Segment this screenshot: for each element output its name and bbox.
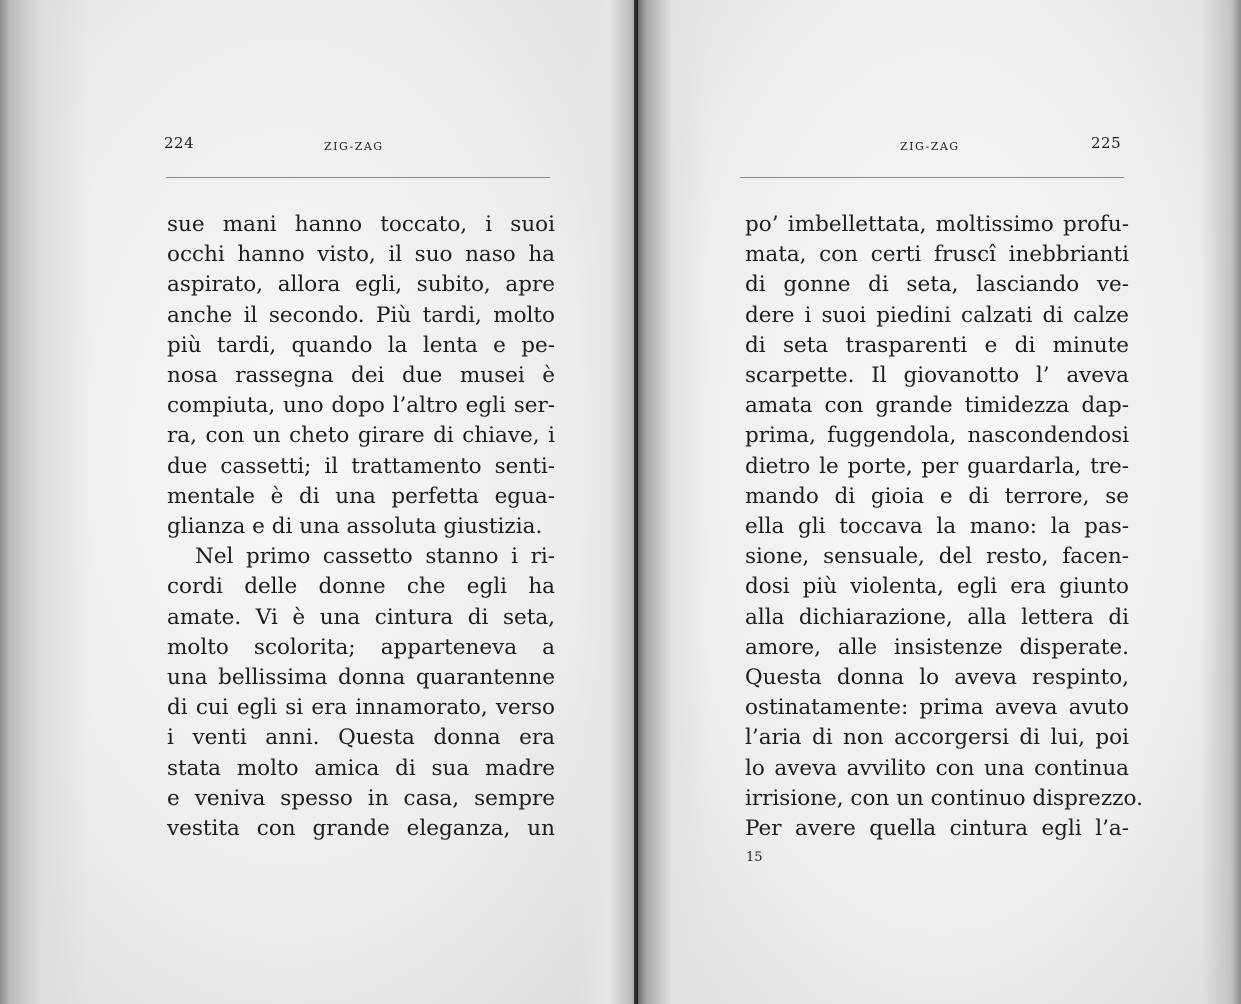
text-line: l’aria di non accorgersi di lui, poi — [745, 725, 1129, 751]
text-line: dosi più violenta, egli era giunto — [745, 574, 1129, 600]
text-line: lo aveva avvilito con una continua — [745, 755, 1129, 781]
text-line: amate. Vi è una cintura di seta, — [167, 604, 555, 630]
body-text-right — [745, 210, 1143, 844]
text-line: ostinatamente: prima aveva avuto — [745, 695, 1129, 721]
text-line: amore, alle insistenze disperate. — [745, 634, 1129, 660]
text-line: ella gli toccava la mano: la pas- — [745, 514, 1129, 540]
header-rule-left — [166, 177, 550, 178]
signature-mark: 15 — [746, 850, 763, 865]
right-page — [638, 0, 1241, 1004]
text-line: mata, con certi fruscî inebbrianti — [745, 242, 1129, 268]
text-line: Nel primo cassetto stanno i ri- — [195, 544, 555, 570]
text-line: Questa donna lo aveva respinto, — [745, 665, 1129, 691]
text-line: una bellissima donna quarantenne — [167, 665, 555, 691]
text-line: anche il secondo. Più tardi, molto — [167, 302, 555, 328]
text-line: stata molto amica di sua madre — [167, 755, 555, 781]
text-line: i venti anni. Questa donna era — [167, 725, 555, 751]
page-number-left: 224 — [164, 134, 195, 152]
text-line: po’ imbellettata, moltissimo profu- — [745, 212, 1129, 237]
text-line: irrisione, con un continuo disprezzo. — [745, 785, 1143, 811]
text-line: di seta trasparenti e di minute — [745, 332, 1129, 358]
text-line: aspirato, allora egli, subito, apre — [167, 272, 555, 298]
text-line: due cassetti; il trattamento senti- — [167, 453, 555, 479]
text-line: di cui egli si era innamorato, verso — [167, 695, 555, 721]
text-line: dietro le porte, per guardarla, tre- — [745, 453, 1129, 479]
text-line: sue mani hanno toccato, i suoi — [167, 212, 555, 237]
text-line: vestita con grande eleganza, un — [167, 816, 555, 842]
running-title-right: ZIG-ZAG — [900, 140, 960, 153]
text-line: di gonne di seta, lasciando ve- — [745, 272, 1129, 298]
text-line: mando di gioia e di terrore, se — [745, 483, 1129, 509]
text-line: compiuta, uno dopo l’altro egli ser- — [167, 393, 555, 419]
text-line: Per avere quella cintura egli l’a- — [745, 816, 1129, 842]
text-line: scarpette. Il giovanotto l’ aveva — [745, 363, 1129, 389]
text-line: più tardi, quando la lenta e pe- — [167, 332, 555, 358]
text-line: occhi hanno visto, il suo naso ha — [167, 242, 555, 268]
text-line: nosa rassegna dei due musei è — [167, 363, 555, 389]
page-number-right: 225 — [1091, 134, 1122, 152]
text-line: cordi delle donne che egli ha — [167, 574, 555, 600]
body-text-left — [167, 210, 555, 844]
text-line: glianza e di una assoluta giustizia. — [167, 514, 543, 540]
header-rule-right — [740, 177, 1124, 178]
text-line: ra, con un cheto girare di chiave, i — [167, 423, 555, 449]
text-line: mentale è di una perfetta egua- — [167, 483, 555, 509]
text-line: alla dichiarazione, alla lettera di — [745, 604, 1129, 630]
text-line: molto scolorita; apparteneva a — [167, 634, 555, 660]
text-line: prima, fuggendola, nascondendosi — [745, 423, 1129, 449]
text-line: dere i suoi piedini calzati di calze — [745, 302, 1129, 328]
running-title-left: ZIG-ZAG — [324, 140, 384, 153]
text-line: sione, sensuale, del resto, facen- — [745, 544, 1129, 570]
text-line: amata con grande timidezza dap- — [745, 393, 1129, 419]
text-line: e veniva spesso in casa, sempre — [167, 785, 555, 811]
